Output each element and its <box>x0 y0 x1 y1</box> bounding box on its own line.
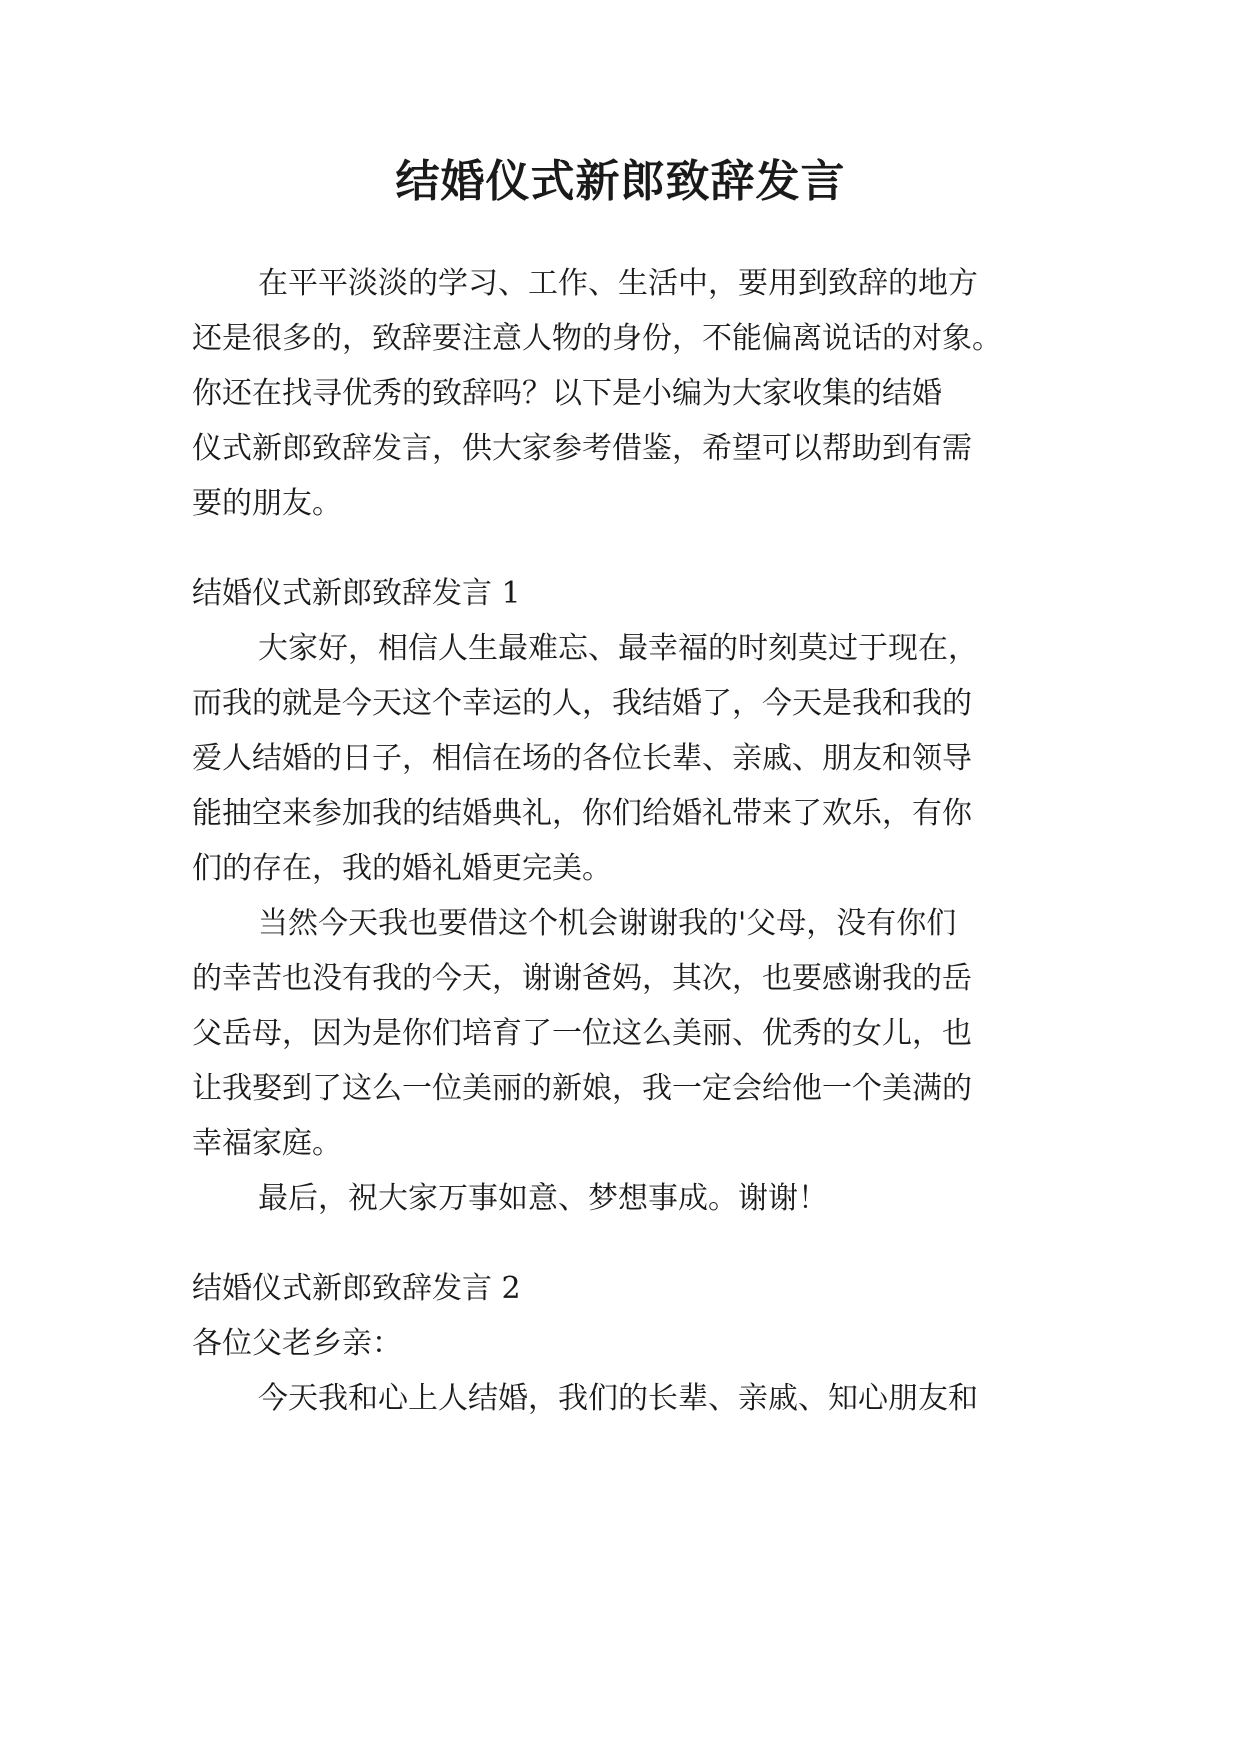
section-heading-2: 结婚仪式新郎致辞发言 2 <box>192 1271 521 1306</box>
intro-line-1: 在平平淡淡的学习、工作、生活中，要用到致辞的地方 <box>258 266 978 301</box>
speech1-line-6: 当然今天我也要借这个机会谢谢我的'父母，没有你们 <box>258 906 957 941</box>
document-title: 结婚仪式新郎致辞发言 <box>395 156 846 207</box>
intro-line-5: 要的朋友。 <box>192 486 342 521</box>
intro-line-3: 你还在找寻优秀的致辞吗？以下是小编为大家收集的结婚 <box>192 376 942 411</box>
speech1-line-7: 的幸苦也没有我的今天，谢谢爸妈，其次，也要感谢我的岳 <box>192 961 972 996</box>
speech1-line-5: 们的存在，我的婚礼婚更完美。 <box>192 851 612 886</box>
speech1-line-4: 能抽空来参加我的结婚典礼，你们给婚礼带来了欢乐，有你 <box>192 796 972 831</box>
section-heading-1: 结婚仪式新郎致辞发言 1 <box>192 576 521 611</box>
speech2-salutation: 各位父老乡亲： <box>192 1326 402 1361</box>
speech1-line-8: 父岳母，因为是你们培育了一位这么美丽、优秀的女儿，也 <box>192 1016 972 1051</box>
speech2-line-1: 今天我和心上人结婚，我们的长辈、亲戚、知心朋友和 <box>258 1381 978 1416</box>
speech1-line-10: 幸福家庭。 <box>192 1126 342 1161</box>
intro-line-4: 仪式新郎致辞发言，供大家参考借鉴，希望可以帮助到有需 <box>192 431 972 466</box>
speech1-line-1: 大家好，相信人生最难忘、最幸福的时刻莫过于现在， <box>258 631 978 666</box>
speech1-line-11: 最后，祝大家万事如意、梦想事成。谢谢！ <box>258 1181 828 1216</box>
intro-line-2: 还是很多的，致辞要注意人物的身份，不能偏离说话的对象。 <box>192 321 1002 356</box>
speech1-line-9: 让我娶到了这么一位美丽的新娘，我一定会给他一个美满的 <box>192 1071 972 1106</box>
speech1-line-2: 而我的就是今天这个幸运的人，我结婚了，今天是我和我的 <box>192 686 972 721</box>
speech1-line-3: 爱人结婚的日子，相信在场的各位长辈、亲戚、朋友和领导 <box>192 741 972 776</box>
